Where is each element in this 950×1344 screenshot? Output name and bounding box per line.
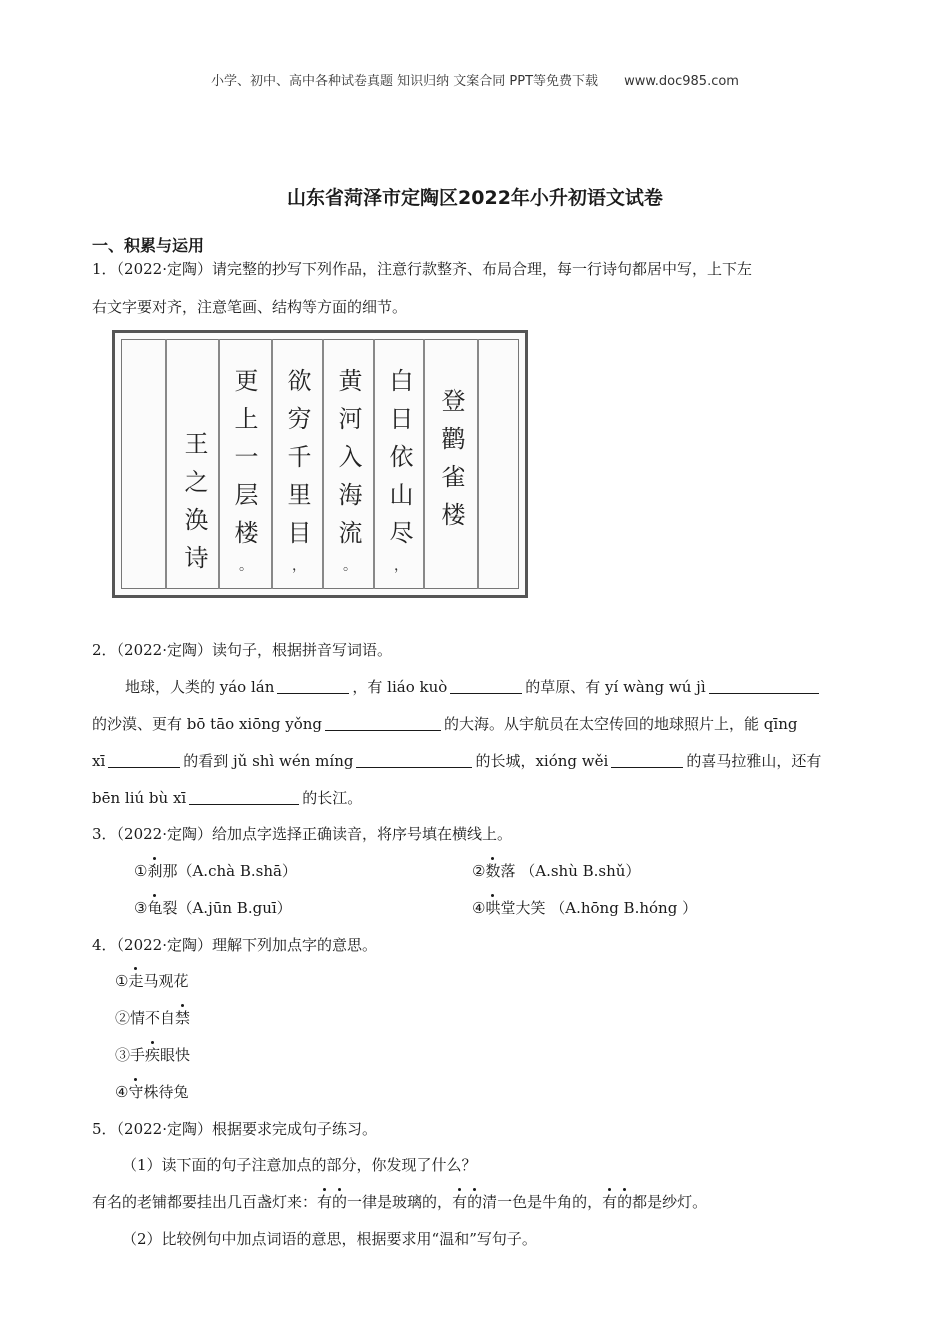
q2-line2: 的沙漠、更有 bō tāo xiōng yǒng 的大海。从宇航员在太空传回的地球照片上，能 qīng [92, 715, 798, 733]
blank-benliubuxi[interactable] [189, 790, 299, 805]
poem-title: 登鹳雀楼 [437, 388, 465, 540]
q4-heading: 4．（2022·定陶）理解下列加点字的意思。 [92, 936, 377, 954]
q1-line2: 右文字要对齐，注意笔画、结构等方面的细节。 [92, 298, 408, 316]
poem-line2: 黄河入海流 [334, 368, 362, 558]
q1-line1: 1．（2022·定陶）请完整的抄写下列作品，注意行款整齐、布局合理，每一行诗句都居中写，上下左 [92, 260, 752, 278]
blank-yiwangwuji[interactable] [709, 679, 819, 694]
blank-qingxi[interactable] [108, 753, 180, 768]
poem-author: 王之涣诗 [180, 431, 208, 583]
q3-item-c: ③龟裂（A.jūn B.guī） [134, 899, 292, 917]
poem-period1: 。 [343, 558, 357, 574]
q5-sub1: （1）读下面的句子注意加点的部分，你发现了什么？ [122, 1156, 477, 1174]
dotted-word: 有的 [452, 1193, 483, 1211]
page-title: 山东省菏泽市定陶区2022年小升初语文试卷 [287, 187, 663, 209]
page-header [0, 70, 950, 89]
poem-period2: 。 [239, 558, 253, 574]
blank-yaolan[interactable] [277, 679, 349, 694]
q2-heading: 2．（2022·定陶）读句子，根据拼音写词语。 [92, 641, 392, 659]
header-text: 小学、初中、高中各种试卷真题 知识归纳 文案合同 PPT等免费下载 [211, 74, 599, 89]
poem-comma1: ， [394, 558, 408, 574]
q2-line3: xī 的看到 jǔ shì wén míng 的长城，xióng wěi 的喜马拉雅山，还有 [92, 752, 822, 770]
poem-line3: 欲穷千里目 [283, 368, 311, 558]
q3-heading: 3．（2022·定陶）给加点字选择正确读音，将序号填在横线上。 [92, 825, 512, 843]
header-site[interactable]: www.doc985.com [624, 74, 739, 89]
blank-liaokuo[interactable] [450, 679, 522, 694]
blank-xiongwei[interactable] [611, 753, 683, 768]
q2-line4: bēn liú bù xī 的长江。 [92, 789, 363, 807]
q4-item-a: ①走马观花 [115, 972, 189, 990]
q2-line1: 地球，人类的 yáo lán ，有 liáo kuò 的草原、有 yí wàng wú jì [125, 677, 822, 697]
q3-item-a: ①刹那（A.chà B.shā） [134, 862, 297, 880]
q3-item-b: ②数落 （A.shù B.shǔ） [472, 862, 641, 880]
poem-line4: 更上一层楼 [230, 368, 258, 558]
dotted-word: 有的 [602, 1193, 633, 1211]
q4-item-d: ④守株待兔 [115, 1083, 189, 1101]
blank-botaoxiongyong[interactable] [325, 716, 441, 731]
poem-comma2: ， [292, 558, 306, 574]
q4-item-b: ②情不自禁 [115, 1009, 191, 1027]
q3-item-d: ④哄堂大笑 （A.hōng B.hóng ） [472, 899, 698, 917]
section-heading: 一、积累与运用 [92, 236, 205, 255]
q5-sub2: （2）比较例句中加点词语的意思，根据要求用“温和”写句子。 [122, 1230, 537, 1248]
poem-image [112, 330, 528, 598]
poem-line1: 白日依山尽 [385, 368, 413, 558]
q4-item-c: ③手疾眼快 [115, 1046, 191, 1064]
dotted-word: 有的 [317, 1193, 348, 1211]
q5-heading: 5．（2022·定陶）根据要求完成句子练习。 [92, 1120, 377, 1138]
blank-jushiwenming[interactable] [356, 753, 472, 768]
q5-sentence: 有名的老铺都要挂出几百盏灯来：有的一律是玻璃的，有的清一色是牛角的，有的都是纱灯。 [92, 1193, 708, 1211]
